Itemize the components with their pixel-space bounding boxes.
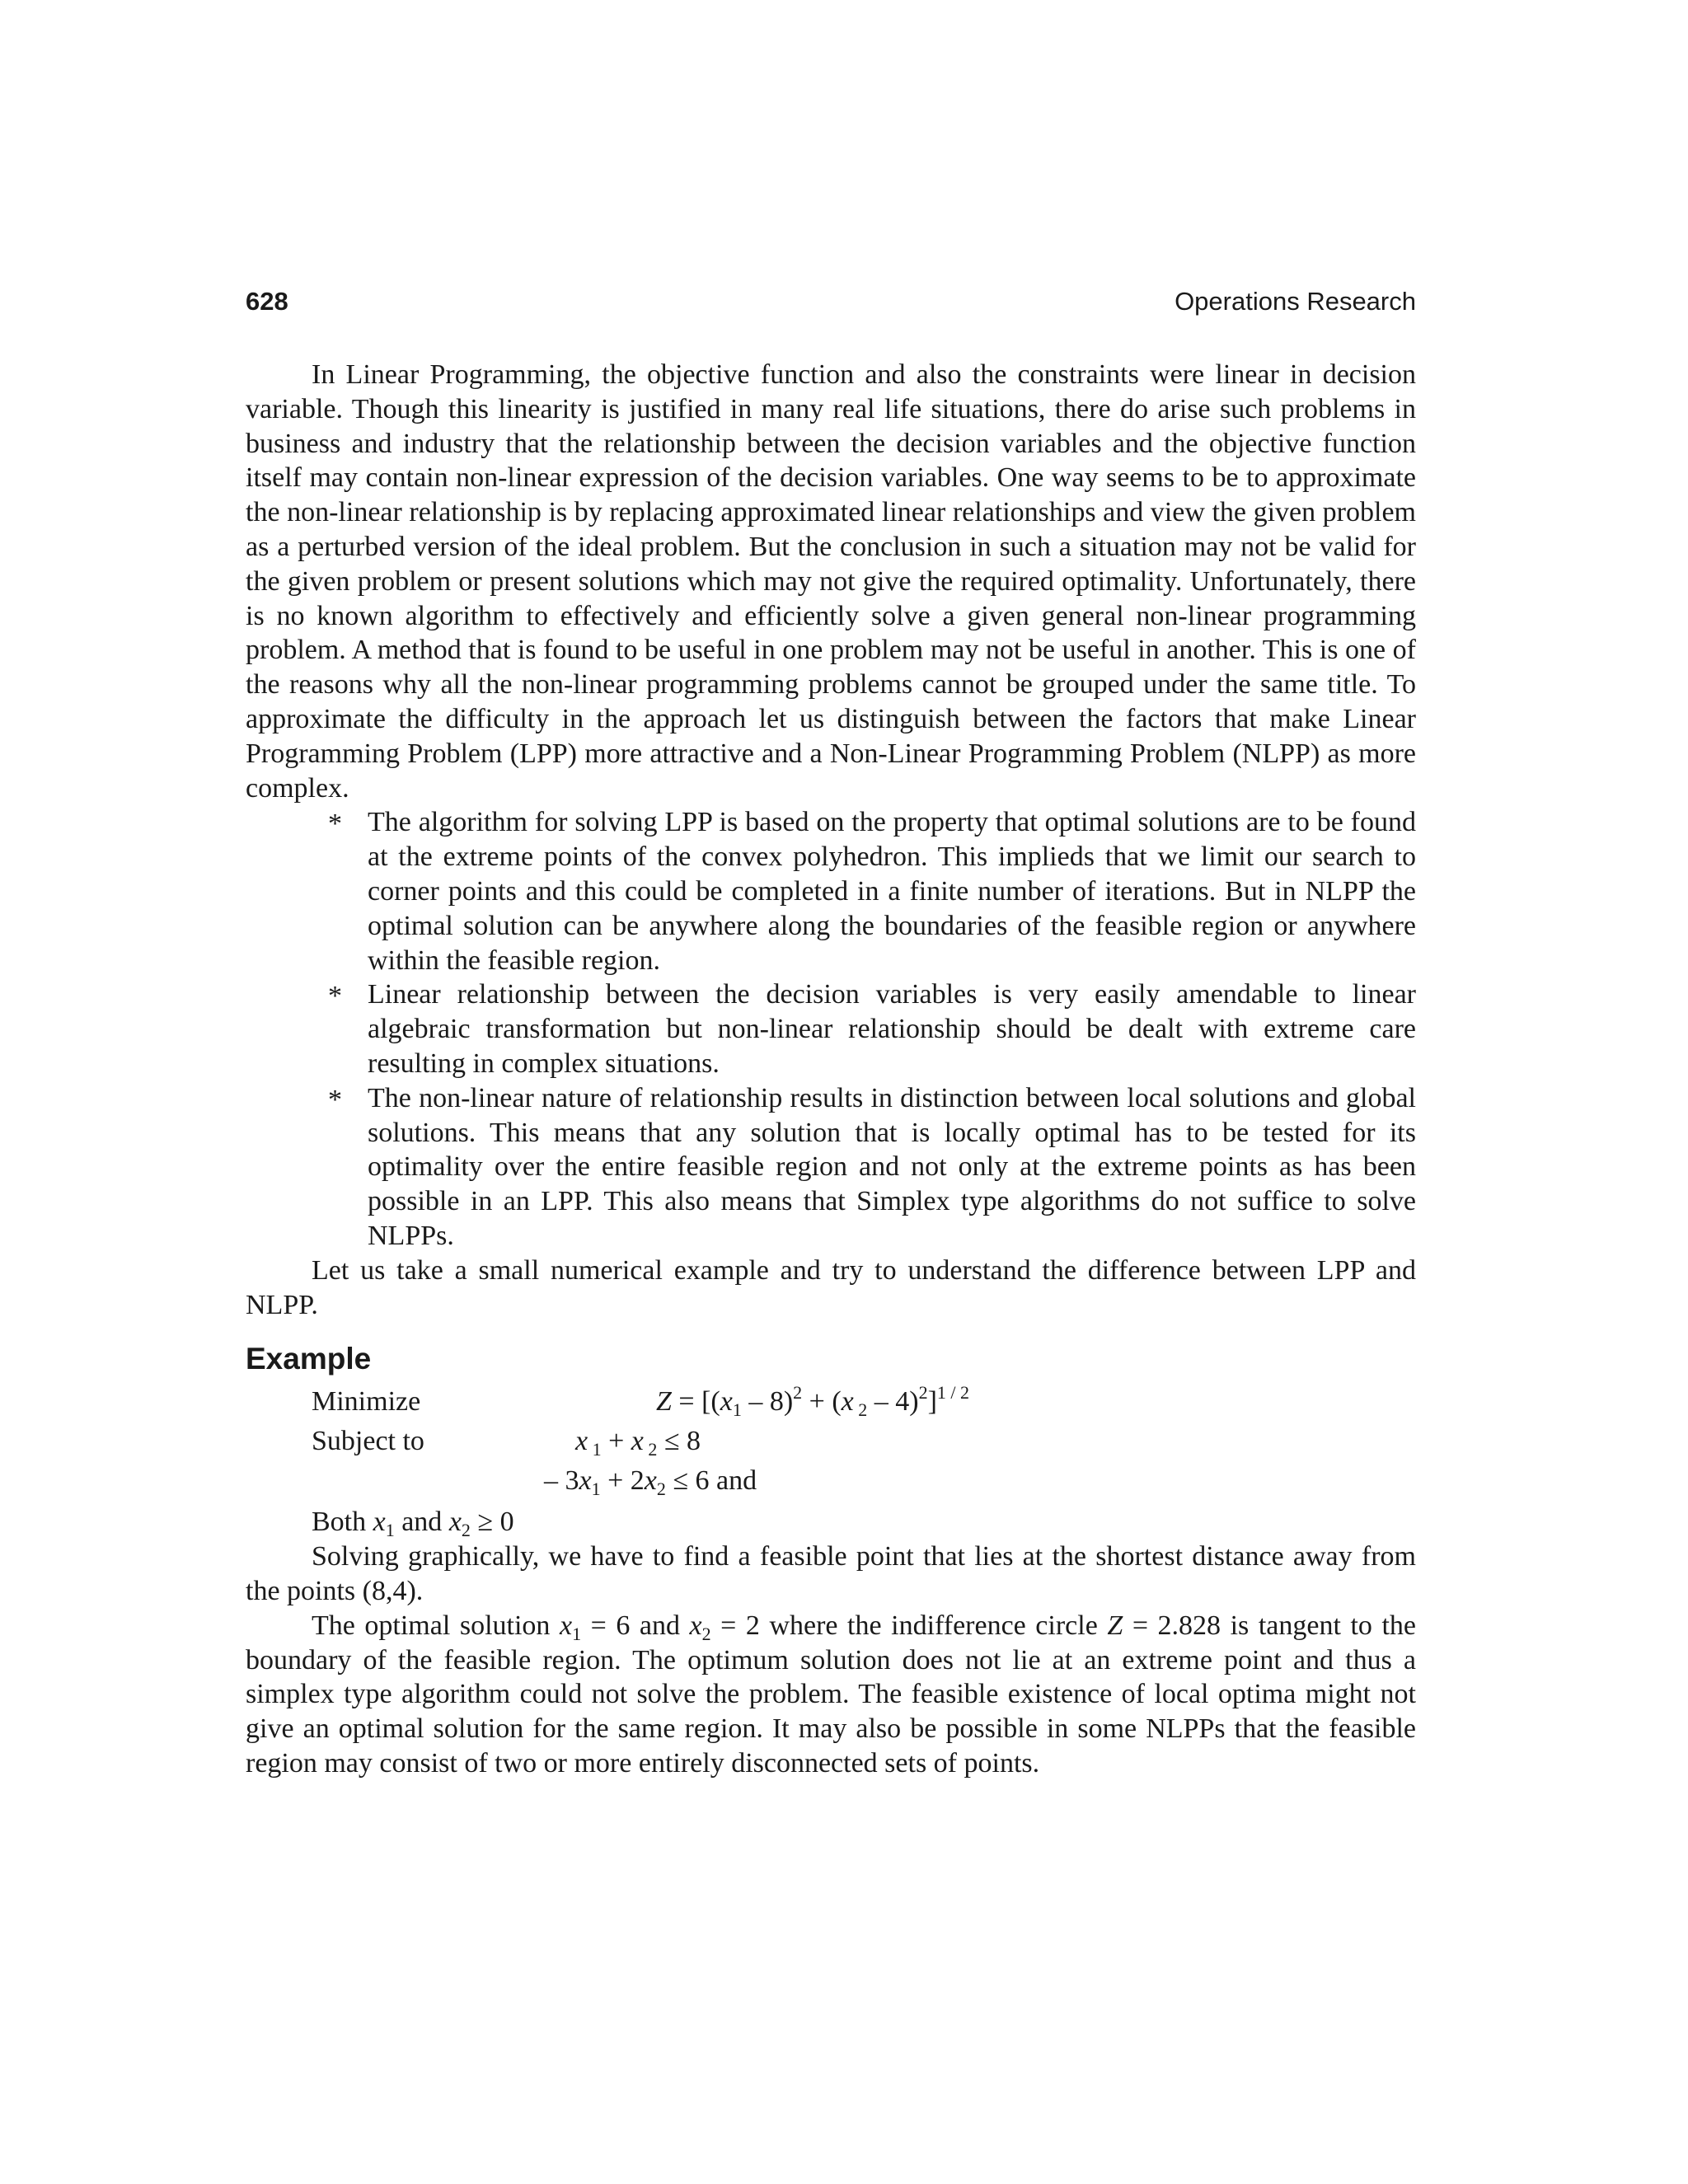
intro-paragraph: In Linear Programming, the objective function and also the constraints were linear in decision variable. Though this linearity is justified in many real life situations, there do arise such problems in business and industry that the relationship between the decision variables and the objective function itself may contain non-linear expression of the decision variables. One way seems to be to approximate the non-linear relationship is by replacing approximated linear relationships and view the given problem as a perturbed version of the ideal problem. But the conclusion in such a situation may not be valid for the given problem or present solutions which may not give the required optimality. Unfortunately, there is no known algorithm to effectively and efficiently solve a given general non-linear programming problem. A method that is found to be useful in one problem may not be useful in another. This is one of the reasons why all the non-linear programming problems cannot be grouped under the same title. To approximate the difficulty in the approach let us distinguish between the factors that make Linear Programming Problem (LPP) more attractive and a Non-Linear Programming Problem (NLPP) as more complex. — [246, 359, 1416, 804]
optimal-paragraph: The optimal solution $x_1 = 6$ and $x_2 = 2$ where the indifference circle Z = 2.828 is tangent to the boundary of the feasible region. The optimum solution does not lie at an extreme point and thus a simplex type algorithm could not solve the problem. The feasible existence of local optima might not give an optimal solution for the same region. It may also be possible in some NLPPs that the feasible region may consist of two or more entirely disconnected sets of points. — [246, 1610, 1416, 1779]
subject-to-label: Subject to — [312, 1426, 424, 1457]
bullet-marker: * — [328, 981, 342, 1012]
bullet-text: Linear relationship between the decision variables is very easily amendable to linear algebraic transformation but non-linear relationship should be dealt with extreme care resulting in complex situations. — [368, 979, 1416, 1079]
list-item — [328, 805, 1416, 977]
bullet-text: The algorithm for solving LPP is based on the property that optimal solutions are to be found at the extreme points of the convex polyhedron. This implieds that we limit our search to corner points and this could be completed in a finite number of iterations. But in NLPP the optimal solution can be anywhere along the boundaries of the feasible region or anywhere within the feasible region. — [368, 807, 1416, 976]
list-item — [328, 977, 1416, 1080]
bullet-text: The non-linear nature of relationship results in distinction between local solutions and global solutions. This means that any solution that is locally optimal has to be tested for its optimality over the entire feasible region and not only at the extreme points as has been possible in an LPP. This also means that Simplex type algorithms do not suffice to solve NLPPs. — [368, 1082, 1416, 1251]
transition-paragraph: Let us take a small numerical example and try to understand the difference between LPP and NLPP. — [246, 1254, 1416, 1320]
list-item — [328, 1081, 1416, 1254]
solving-paragraph: Solving graphically, we have to find a feasible point that lies at the shortest distance away from the points (8,4). — [246, 1541, 1416, 1606]
running-title: Operations Research — [1175, 287, 1416, 316]
example-heading: Example — [246, 1342, 372, 1376]
bullet-marker: * — [328, 1084, 342, 1115]
bullet-marker: * — [328, 808, 342, 840]
bullet-list — [246, 805, 1416, 1253]
minimize-label: Minimize — [312, 1386, 421, 1418]
constraint-1: x $_1$ + x $_2$ ≤ 8 — [575, 1426, 701, 1460]
constraint-2: – $3x_1 + 2x_2 \le 6$ and — [544, 1465, 757, 1500]
page-header — [246, 287, 1416, 323]
page-body — [246, 358, 1416, 1781]
example-equations — [246, 1382, 1416, 1502]
page-number: 628 — [246, 287, 288, 316]
nonnegativity-constraint: Both $x_1$ and $x_2 \ge 0$ — [312, 1507, 514, 1541]
objective-function: $Z = [(x_1 - 8)^2 + (x$ $_2$ – 4)$^2$]$^{1 / 2}$ — [656, 1382, 970, 1421]
